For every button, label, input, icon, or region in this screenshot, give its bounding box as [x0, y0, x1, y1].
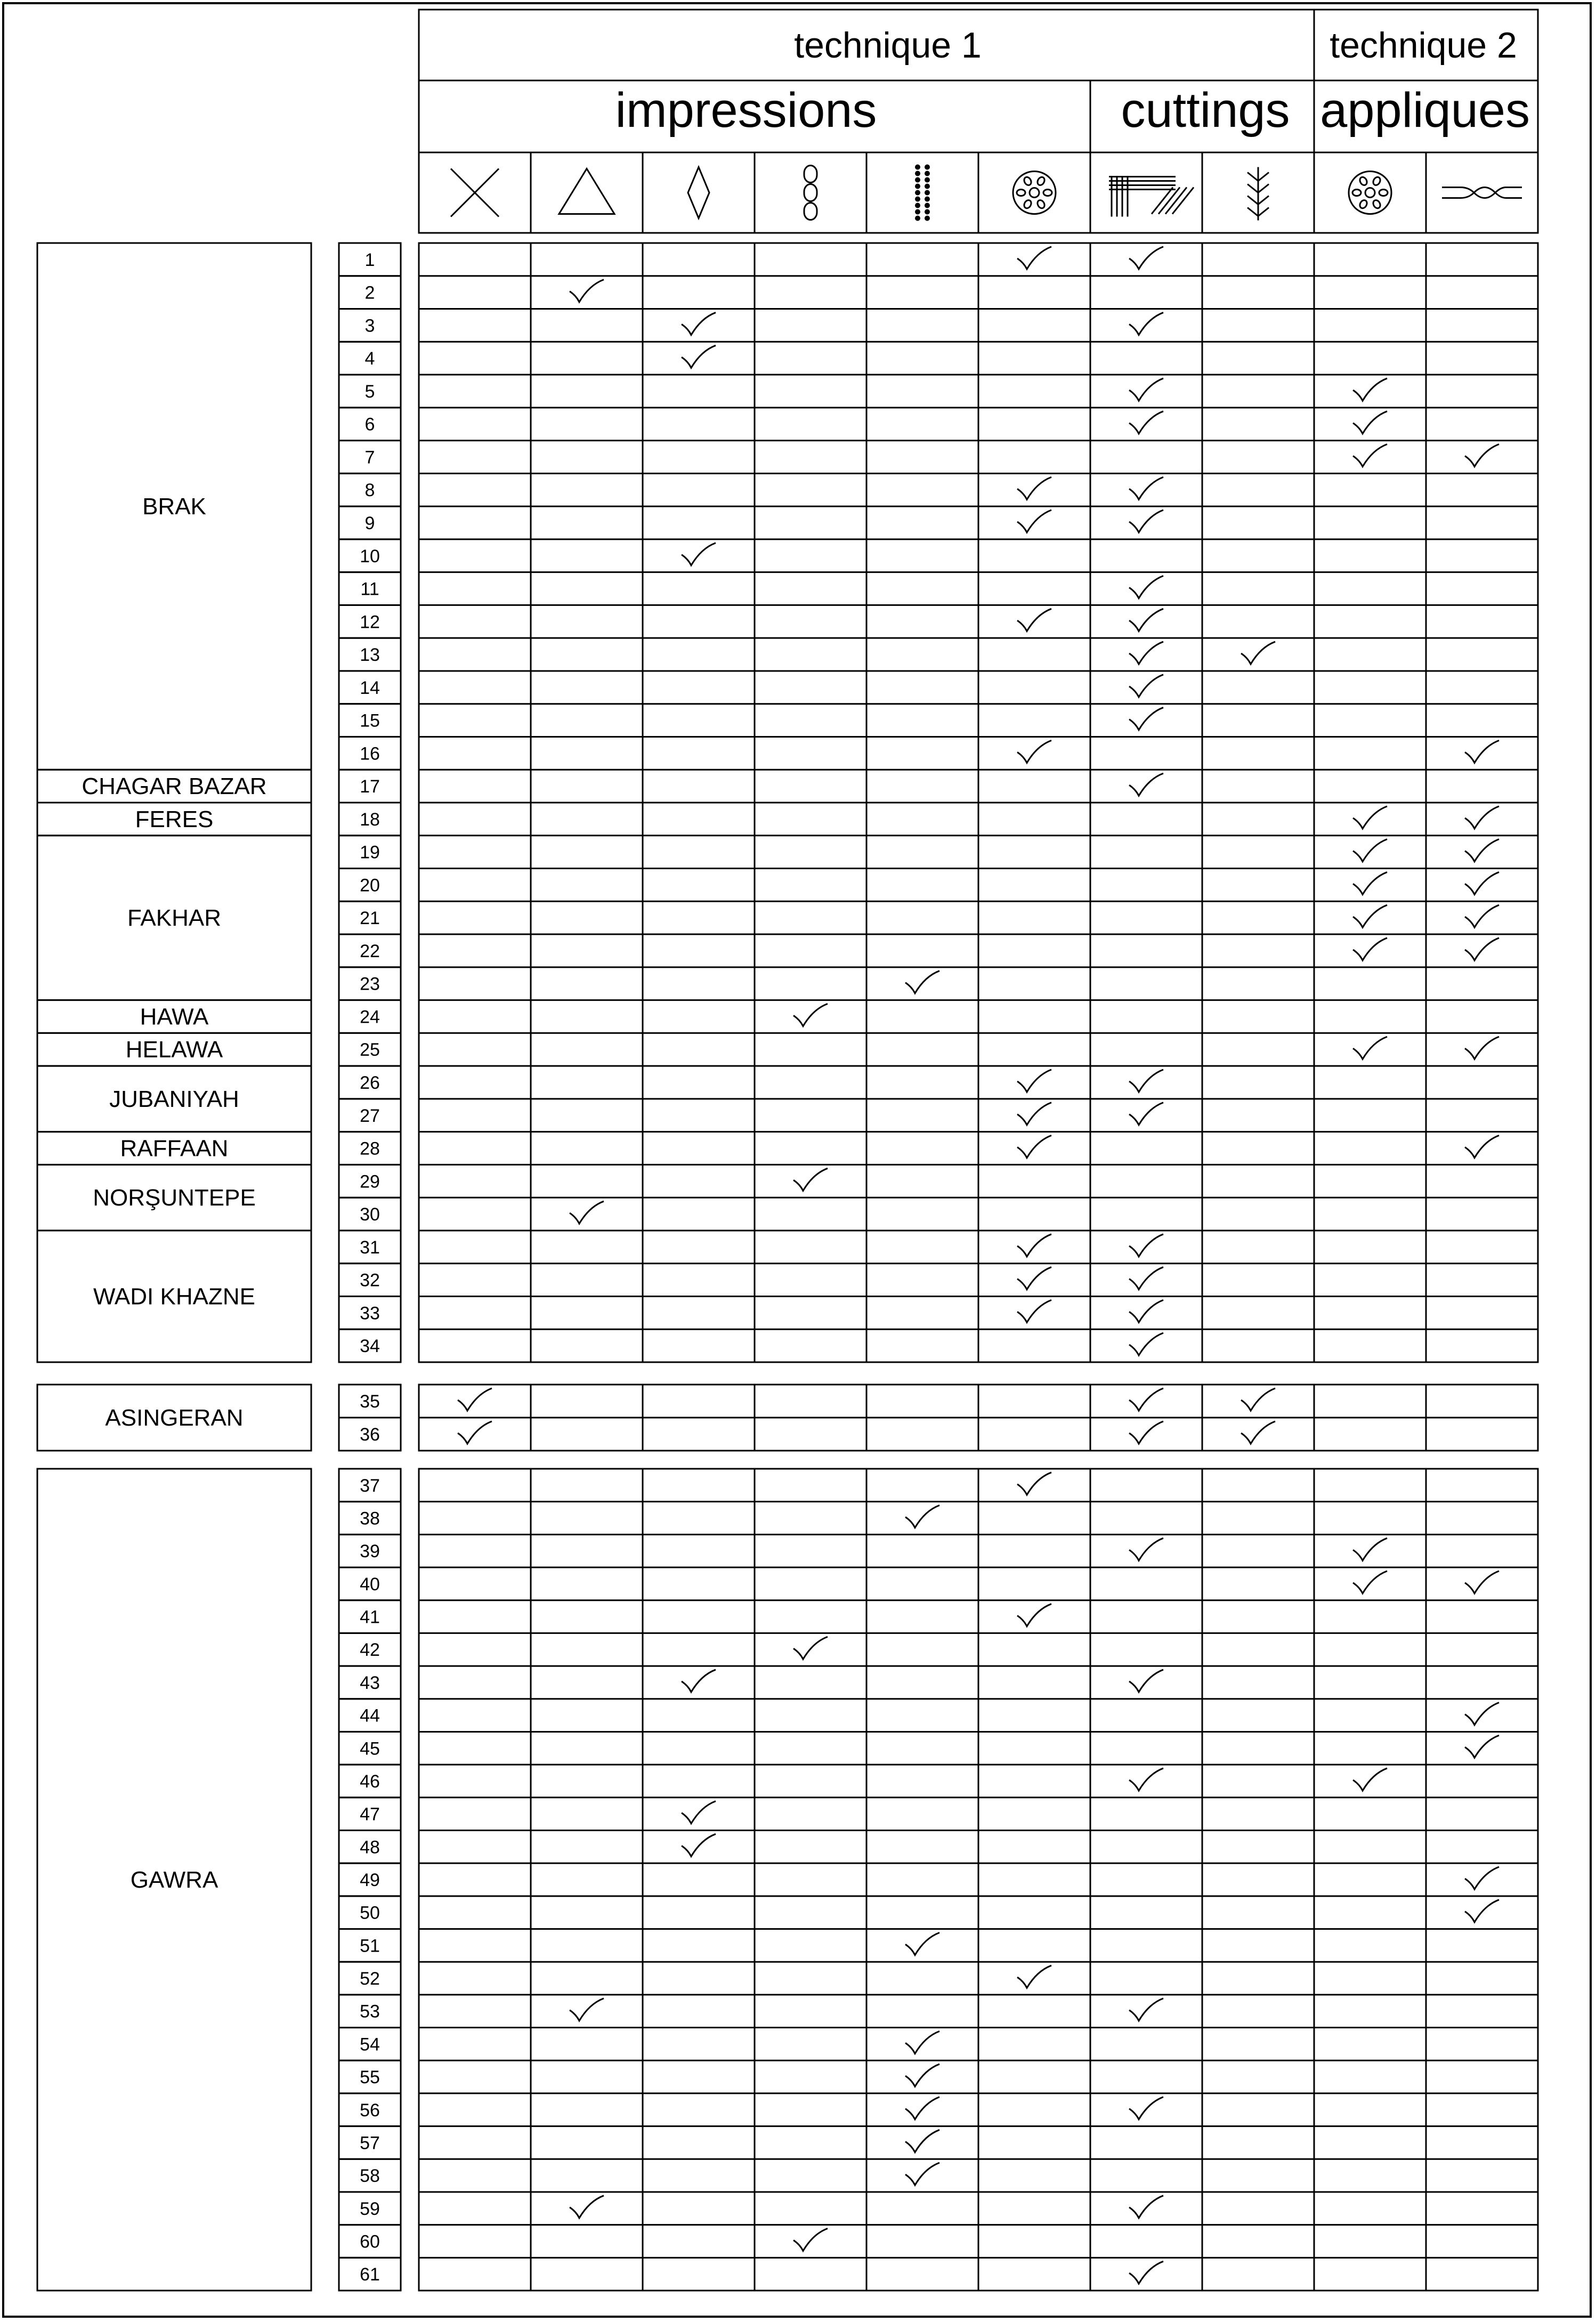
row-number: 12	[360, 612, 380, 633]
check-mark	[1353, 444, 1387, 466]
row-number: 1	[364, 249, 375, 270]
check-mark	[1465, 905, 1499, 927]
check-mark	[1241, 1388, 1275, 1411]
check-mark	[793, 1168, 828, 1191]
row-number: 43	[360, 1672, 380, 1693]
row-number: 56	[360, 2100, 380, 2121]
row-number: 21	[360, 908, 380, 929]
rosette-icon	[1013, 172, 1056, 214]
row-number: 51	[360, 1936, 380, 1956]
check-mark	[1353, 905, 1387, 927]
row-number: 17	[360, 776, 380, 797]
check-mark	[905, 2064, 939, 2086]
check-mark	[682, 1834, 716, 1856]
row-number: 27	[360, 1105, 380, 1126]
check-mark	[1017, 1965, 1051, 1988]
check-mark	[1129, 510, 1163, 532]
row-number: 13	[360, 645, 380, 666]
check-mark	[1129, 2196, 1163, 2218]
row-number: 15	[360, 710, 380, 731]
check-mark	[1129, 1538, 1163, 1560]
row-number: 34	[360, 1336, 380, 1357]
motif-icon-row	[419, 152, 1538, 233]
check-mark	[1353, 872, 1387, 894]
row-number: 44	[360, 1705, 380, 1726]
site-name: HAWA	[140, 1004, 209, 1030]
triangle-icon	[559, 169, 614, 214]
check-mark	[1129, 1234, 1163, 1257]
check-mark	[1353, 1037, 1387, 1059]
check-mark	[1129, 378, 1163, 401]
check-mark	[1017, 1234, 1051, 1257]
check-mark	[458, 1421, 492, 1444]
check-mark	[1129, 312, 1163, 335]
check-mark	[1465, 938, 1499, 960]
grid-block	[419, 1469, 1538, 2291]
check-mark	[905, 1506, 939, 1528]
check-mark	[1129, 247, 1163, 269]
dot-columns-icon	[915, 165, 930, 221]
check-mark	[1353, 411, 1387, 434]
check-mark	[1353, 1571, 1387, 1593]
site-name: HELAWA	[125, 1037, 223, 1063]
row-number: 35	[360, 1391, 380, 1412]
row-number: 25	[360, 1040, 380, 1061]
row-number: 37	[360, 1475, 380, 1496]
row-number: 26	[360, 1073, 380, 1093]
check-mark	[1017, 477, 1051, 499]
check-mark	[1129, 1103, 1163, 1125]
row-number: 20	[360, 875, 380, 896]
grid-block	[419, 1385, 1538, 1451]
check-mark	[1129, 1070, 1163, 1092]
row-number: 29	[360, 1171, 380, 1192]
row-number: 61	[360, 2264, 380, 2285]
check-mark	[1353, 839, 1387, 862]
check-mark	[1129, 773, 1163, 796]
check-mark	[1129, 576, 1163, 598]
check-mark	[905, 2097, 939, 2119]
row-number: 55	[360, 2067, 380, 2088]
check-mark	[1017, 1473, 1051, 1495]
site-name: JUBANIYAH	[109, 1086, 239, 1112]
check-mark	[1465, 1571, 1499, 1593]
check-mark	[1465, 872, 1499, 894]
row-number: 4	[364, 349, 375, 369]
check-mark	[682, 312, 716, 335]
row-number: 9	[364, 513, 375, 533]
check-mark	[682, 345, 716, 368]
check-mark	[1353, 938, 1387, 960]
check-mark	[1465, 1867, 1499, 1889]
check-mark	[1017, 1300, 1051, 1322]
check-mark	[1465, 806, 1499, 829]
check-mark	[905, 2130, 939, 2152]
check-mark	[793, 2228, 828, 2251]
technique2-label: technique 2	[1330, 25, 1517, 66]
check-mark	[1129, 1421, 1163, 1444]
check-mark	[1017, 740, 1051, 763]
check-mark	[570, 1201, 604, 1224]
site-name: RAFFAAN	[120, 1135, 229, 1162]
row-number: 42	[360, 1640, 380, 1661]
impressions-label: impressions	[615, 83, 877, 137]
row-number: 48	[360, 1837, 380, 1858]
check-mark	[1017, 1070, 1051, 1092]
row-number: 18	[360, 809, 380, 830]
row-number: 54	[360, 2034, 380, 2055]
check-mark	[1353, 1538, 1387, 1560]
row-number: 36	[360, 1425, 380, 1445]
row-number: 19	[360, 842, 380, 863]
check-mark	[793, 1004, 828, 1026]
check-mark	[1465, 1037, 1499, 1059]
site-name: FAKHAR	[127, 905, 222, 932]
check-mark	[1129, 1267, 1163, 1290]
check-mark	[682, 1801, 716, 1824]
row-number: 22	[360, 941, 380, 961]
check-mark	[682, 543, 716, 565]
check-mark	[1129, 675, 1163, 697]
check-mark	[458, 1388, 492, 1411]
check-mark	[905, 2031, 939, 2053]
herringbone-branch-icon	[1247, 167, 1269, 221]
row-number: 49	[360, 1870, 380, 1890]
check-mark	[1129, 2097, 1163, 2119]
check-mark	[570, 1999, 604, 2021]
check-mark	[570, 2196, 604, 2218]
check-mark	[1017, 1267, 1051, 1290]
check-mark	[1353, 378, 1387, 401]
check-mark	[1017, 1103, 1051, 1125]
rosette-icon	[1349, 172, 1391, 214]
check-mark	[1465, 1900, 1499, 1922]
check-grid	[419, 243, 1538, 2291]
parallel-lines-icon	[1109, 177, 1194, 217]
row-number: 10	[360, 546, 380, 567]
check-mark	[1465, 839, 1499, 862]
row-number: 60	[360, 2231, 380, 2252]
row-number: 58	[360, 2166, 380, 2187]
row-number: 57	[360, 2133, 380, 2154]
row-number: 7	[364, 447, 375, 468]
row-number: 5	[364, 381, 375, 402]
check-mark	[682, 1670, 716, 1692]
chain-links-icon	[804, 166, 817, 220]
check-mark	[1353, 806, 1387, 829]
site-name: CHAGAR BAZAR	[82, 773, 267, 800]
check-mark	[1241, 642, 1275, 664]
row-number: 6	[364, 414, 375, 435]
diamond-icon	[688, 167, 709, 219]
check-mark	[1241, 1421, 1275, 1444]
appliques-label: appliques	[1320, 83, 1530, 137]
check-mark	[1129, 1300, 1163, 1322]
check-mark	[570, 280, 604, 302]
check-mark	[1129, 609, 1163, 631]
row-number: 39	[360, 1541, 380, 1562]
row-number: 41	[360, 1607, 380, 1628]
cross-icon	[451, 169, 499, 217]
check-mark	[1017, 510, 1051, 532]
check-mark	[1465, 1136, 1499, 1158]
row-number: 16	[360, 743, 380, 764]
check-mark	[1465, 1703, 1499, 1725]
check-mark	[1129, 1388, 1163, 1411]
site-name: FERES	[135, 806, 214, 832]
check-mark	[793, 1637, 828, 1659]
check-mark	[905, 2163, 939, 2185]
row-number: 50	[360, 1903, 380, 1923]
row-number: 2	[364, 282, 375, 303]
row-number: 45	[360, 1738, 380, 1759]
row-number: 28	[360, 1138, 380, 1159]
check-mark	[1017, 609, 1051, 631]
check-mark	[1129, 1768, 1163, 1791]
row-number: 30	[360, 1204, 380, 1225]
row-number: 24	[360, 1007, 380, 1027]
check-mark	[1129, 1670, 1163, 1692]
technique1-label: technique 1	[794, 25, 982, 66]
check-mark	[1017, 1604, 1051, 1627]
site-name: WADI KHAZNE	[93, 1283, 255, 1310]
row-number: 3	[364, 315, 375, 336]
row-numbers	[339, 243, 401, 2291]
check-mark	[1129, 1333, 1163, 1355]
check-mark	[1465, 444, 1499, 466]
row-number: 46	[360, 1771, 380, 1792]
row-number: 52	[360, 1969, 380, 1989]
site-name: BRAK	[142, 493, 206, 520]
check-mark	[1353, 1768, 1387, 1791]
check-mark	[1129, 2261, 1163, 2284]
row-number: 38	[360, 1508, 380, 1529]
site-name: GAWRA	[130, 1867, 218, 1893]
check-mark	[1129, 1999, 1163, 2021]
row-number: 11	[360, 579, 379, 600]
check-mark	[1129, 477, 1163, 499]
row-number: 8	[364, 480, 375, 501]
cuttings-label: cuttings	[1121, 83, 1290, 137]
check-mark	[1129, 642, 1163, 664]
check-mark	[905, 971, 939, 993]
check-mark	[1017, 1136, 1051, 1158]
row-number: 53	[360, 2001, 380, 2022]
row-number: 32	[360, 1270, 380, 1291]
row-number: 59	[360, 2198, 380, 2219]
check-mark	[1017, 247, 1051, 269]
check-mark	[1129, 708, 1163, 730]
row-number: 40	[360, 1574, 380, 1595]
row-number: 31	[360, 1237, 380, 1258]
row-number: 23	[360, 974, 380, 994]
check-mark	[905, 1932, 939, 1955]
check-mark	[1465, 740, 1499, 763]
check-mark	[1129, 411, 1163, 434]
row-number: 47	[360, 1804, 380, 1825]
check-mark	[1465, 1735, 1499, 1758]
grid-block	[419, 243, 1538, 1362]
site-name: ASINGERAN	[105, 1405, 244, 1431]
site-name: NORŞUNTEPE	[93, 1185, 256, 1211]
site-labels	[37, 243, 311, 2291]
row-number: 14	[360, 677, 380, 698]
twisted-cord-icon	[1442, 188, 1522, 198]
row-number: 33	[360, 1303, 380, 1324]
